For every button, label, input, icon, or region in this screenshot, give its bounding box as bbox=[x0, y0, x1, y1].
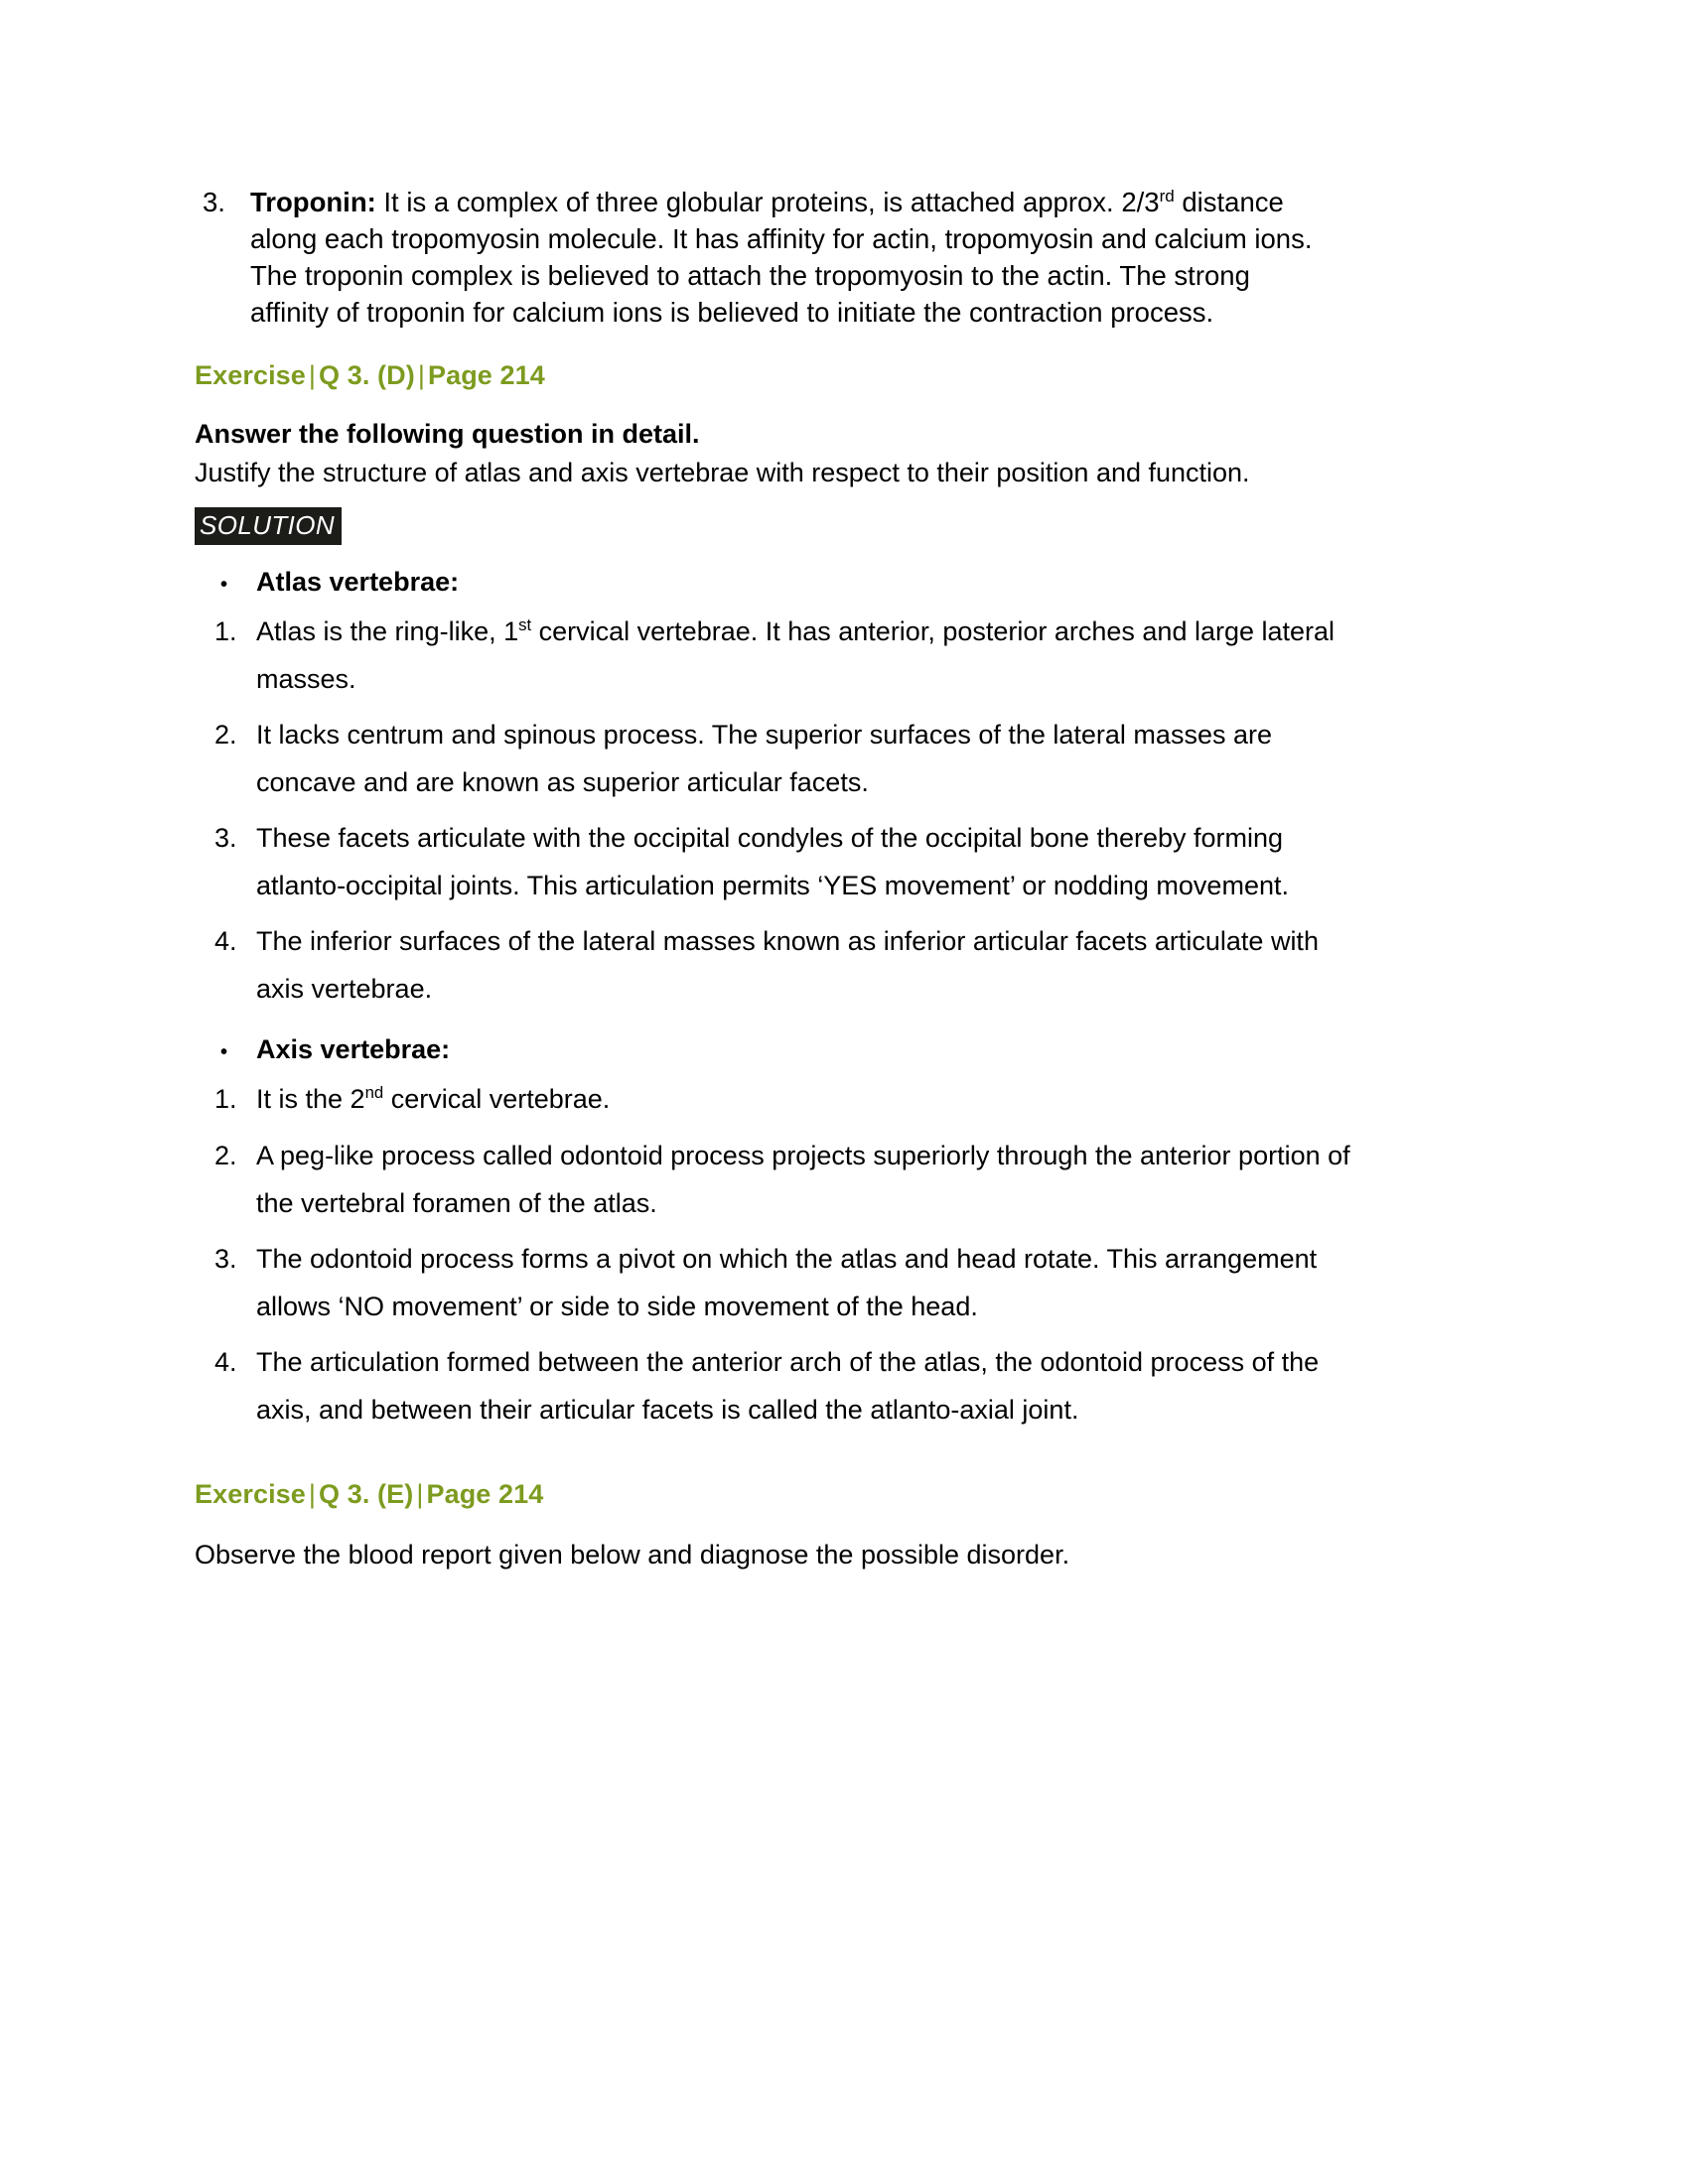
text-part-1: Atlas is the ring-like, 1 bbox=[256, 616, 519, 647]
list-item-troponin bbox=[195, 185, 1436, 331]
instruction-text: Answer the following question in detail. bbox=[195, 419, 700, 450]
list-item bbox=[195, 917, 1436, 1013]
list-item bbox=[195, 711, 1436, 806]
text-part-1: The inferior surfaces of the lateral masses known as inferior articular facets articulate with axis vertebrae. bbox=[256, 926, 1319, 1005]
exercise-label: Exercise bbox=[195, 1478, 306, 1509]
troponin-text-part-2: distance along each tropomyosin molecule. It has affinity for actin, tropomyosin and calcium ions. The troponin complex is believed to attach the tropomyosin to the actin. The strong affinity of troponin for calcium ions is believed to initiate the contraction process. bbox=[250, 187, 1313, 328]
list-marker: 3. bbox=[214, 823, 237, 854]
term-troponin: Troponin: bbox=[250, 187, 376, 217]
list-marker: 4. bbox=[214, 1346, 237, 1377]
text-part-1: These facets articulate with the occipital condyles of the occipital bone thereby forming atlanto-occipital joints. This articulation permits ‘YES movement’ or nodding movement. bbox=[256, 823, 1289, 901]
text-part-1: The articulation formed between the anterior arch of the atlas, the odontoid process of the axis, and between their articular facets is called the atlanto-axial joint. bbox=[256, 1346, 1320, 1425]
separator-pipe: | bbox=[308, 360, 317, 391]
bullet-icon: • bbox=[220, 1041, 228, 1064]
text-part-2: cervical vertebrae. bbox=[383, 1084, 611, 1115]
list-marker: 3. bbox=[214, 1243, 237, 1274]
exercise-label: Exercise bbox=[195, 360, 306, 391]
page-reference: Page 214 bbox=[426, 1478, 544, 1509]
list-marker: 1. bbox=[214, 1084, 237, 1115]
list-item bbox=[195, 608, 1436, 703]
closing-question-text: Observe the blood report given below and diagnose the possible disorder. bbox=[195, 1539, 1070, 1570]
list-item-text bbox=[256, 1235, 1370, 1330]
list-marker: 1. bbox=[214, 616, 237, 647]
question-number: Q 3. (E) bbox=[319, 1478, 414, 1509]
subheading-label: Atlas vertebrae: bbox=[256, 567, 460, 598]
axis-list bbox=[195, 1075, 1436, 1433]
exercise-heading-d bbox=[195, 360, 1436, 391]
list-marker: 2. bbox=[214, 720, 237, 751]
separator-pipe: | bbox=[417, 360, 425, 391]
list-item bbox=[195, 1075, 1436, 1123]
list-item-text bbox=[256, 917, 1370, 1013]
list-item bbox=[195, 1235, 1436, 1330]
text-part-1: A peg-like process called odontoid process projects superiorly through the anterior portion of the vertebral foramen of the atlas. bbox=[256, 1140, 1350, 1218]
list-item-text bbox=[256, 608, 1370, 703]
list-item bbox=[195, 814, 1436, 909]
question-number: Q 3. (D) bbox=[319, 360, 415, 391]
list-item-text bbox=[256, 1075, 1370, 1123]
list-item-text bbox=[256, 711, 1370, 806]
list-marker: 3. bbox=[203, 187, 225, 217]
list-marker: 4. bbox=[214, 926, 237, 957]
list-item-text bbox=[250, 185, 1329, 331]
document-content bbox=[195, 185, 1436, 1572]
bullet-icon: • bbox=[220, 574, 228, 597]
text-part-1: It is the 2 bbox=[256, 1084, 365, 1115]
list-marker: 2. bbox=[214, 1140, 237, 1170]
ordinal-suffix-rd: rd bbox=[1159, 186, 1175, 205]
subheading-atlas-vertebrae bbox=[195, 567, 1436, 598]
troponin-text-part-1: It is a complex of three globular proteins, is attached approx. 2/3 bbox=[375, 187, 1160, 217]
ordinal-suffix-nd: nd bbox=[364, 1083, 384, 1103]
text-part-1: The odontoid process forms a pivot on which the atlas and head rotate. This arrangement allows ‘NO movement’ or side to side movement of the head. bbox=[256, 1243, 1318, 1321]
question-text: Justify the structure of atlas and axis vertebrae with respect to their position and function. bbox=[195, 458, 1250, 488]
list-item-text bbox=[256, 814, 1370, 909]
list-item-text bbox=[256, 1338, 1370, 1433]
list-item bbox=[195, 1132, 1436, 1227]
exercise-heading-e bbox=[195, 1479, 1436, 1510]
atlas-list bbox=[195, 608, 1436, 1013]
solution-badge: SOLUTION bbox=[195, 507, 342, 545]
subheading-axis-vertebrae bbox=[195, 1034, 1436, 1065]
list-item bbox=[195, 1338, 1436, 1433]
text-part-1: It lacks centrum and spinous process. The superior surfaces of the lateral masses are concave and are known as superior articular facets. bbox=[256, 720, 1272, 798]
page-reference: Page 214 bbox=[427, 360, 545, 391]
separator-pipe: | bbox=[308, 1478, 317, 1509]
separator-pipe: | bbox=[416, 1478, 424, 1509]
subheading-label: Axis vertebrae: bbox=[256, 1034, 451, 1065]
text-part-2: cervical vertebrae. It has anterior, posterior arches and large lateral masses. bbox=[256, 616, 1336, 695]
ordinal-suffix-st: st bbox=[518, 615, 532, 635]
list-item-text bbox=[256, 1132, 1370, 1227]
